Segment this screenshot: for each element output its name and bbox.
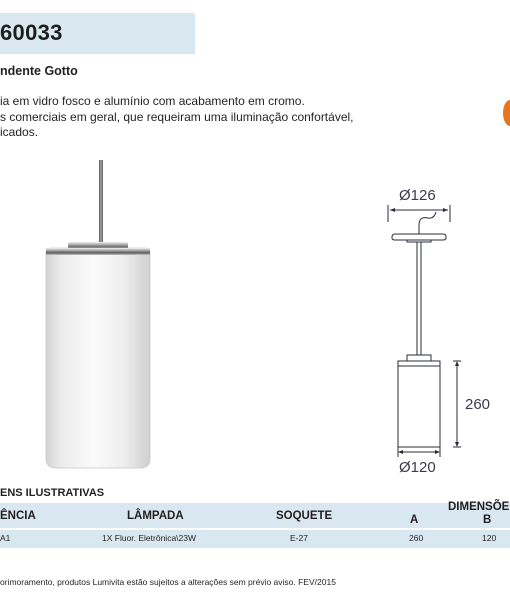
column-header-dimension-a: A — [410, 514, 419, 526]
column-header-reference: ÊNCIA — [0, 510, 36, 522]
table-header-band — [0, 503, 510, 528]
description-line: s comerciais em geral, que requeiram uma iluminação confortável, — [0, 109, 354, 124]
cell-dimension-a: 260 — [409, 533, 424, 543]
cell-socket: E-27 — [290, 533, 308, 543]
description-line: ia em vidro fosco e alumínio com acabamento em cromo. — [0, 94, 305, 108]
column-header-dimensions: DIMENSÕE — [448, 501, 510, 513]
product-name: ndente Gotto — [0, 64, 78, 78]
cell-reference: A1 — [0, 533, 11, 543]
column-header-socket: SOQUETE — [276, 510, 333, 522]
table-row-band — [0, 530, 510, 548]
dimension-height: 260 — [465, 396, 491, 413]
footer-disclaimer: orimoramento, produtos Lumivita estão sujeitos a alterações sem prévio aviso. FEV/2015 — [0, 577, 336, 587]
cell-dimension-b: 120 — [482, 533, 497, 543]
dimension-diameter-bottom: Ø120 — [399, 459, 436, 476]
description-line: icados. — [0, 125, 39, 139]
product-code: 60033 — [0, 20, 63, 45]
illustrative-images-note: ENS ILUSTRATIVAS — [0, 487, 105, 499]
column-header-dimension-b: B — [483, 514, 492, 526]
dimension-diameter-top: Ø126 — [399, 187, 436, 204]
cell-lamp: 1X Fluor. Eletrônica\23W — [102, 533, 197, 543]
column-header-lamp: LÂMPADA — [127, 510, 184, 522]
